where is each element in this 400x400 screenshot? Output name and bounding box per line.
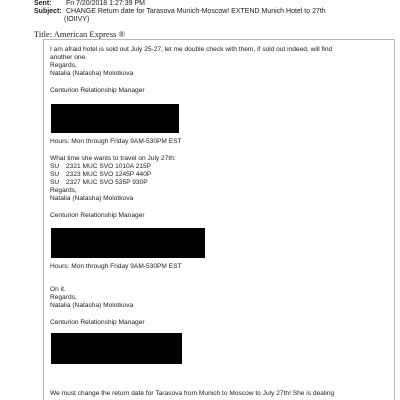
subject-continuation: (IOIIVY) bbox=[64, 16, 90, 23]
message3-regards: Regards, bbox=[50, 294, 77, 301]
flight-airline: SU bbox=[50, 179, 60, 186]
message4-line1: We must change the return date for Tarasova from Munich to Moscow to July 27th! She is dealing bbox=[50, 390, 335, 397]
message2-signature-role: Centurion Relationship Manager bbox=[50, 212, 145, 219]
message2-signature-name: Natalia (Natasha) Molotkova bbox=[50, 195, 134, 202]
message2-regards: Regards, bbox=[50, 187, 77, 194]
flight-row bbox=[50, 171, 151, 179]
message3-line1: On it. bbox=[50, 286, 66, 293]
flight-details: 2321 MUC SVO 1010A 215P bbox=[66, 163, 152, 170]
message2-hours: Hours: Mon through Friday 9AM-530PM EST bbox=[50, 263, 182, 270]
sent-value: Fri 7/20/2018 1:27:39 PM bbox=[65, 0, 145, 7]
flight-airline: SU bbox=[50, 163, 60, 170]
message1-line1: I am afraid hotel is sold out July 25-27, let me double check with them, if sold out indeed, will find bbox=[50, 46, 333, 53]
redaction-box bbox=[51, 228, 205, 258]
flight-row bbox=[50, 179, 148, 187]
flight-airline: SU bbox=[50, 171, 60, 178]
message1-signature-role: Centurion Relationship Manager bbox=[50, 87, 145, 94]
flight-row bbox=[50, 163, 151, 171]
subject-value: CHANGE Return date for Tarasova Munich-Moscow! EXTEND Munich Hotel to 27th bbox=[65, 8, 326, 15]
redaction-box bbox=[51, 104, 179, 133]
message2-question: What time she wants to travel on July 27th: bbox=[50, 155, 176, 162]
redaction-box bbox=[51, 333, 182, 364]
subject-label: Subject: bbox=[34, 8, 62, 15]
message3-signature-role: Centurion Relationship Manager bbox=[50, 319, 145, 326]
document-title: Title: American Express ® bbox=[34, 29, 125, 39]
subject-row bbox=[34, 8, 326, 16]
message3-signature-name: Natalia (Natasha) Molotkova bbox=[50, 302, 134, 309]
flight-details: 2323 MUC SVO 1245P 440P bbox=[66, 171, 152, 178]
message1-line2: another one. bbox=[50, 54, 88, 61]
flight-details: 2327 MUC SVO 535P 930P bbox=[66, 179, 148, 186]
message1-regards: Regards, bbox=[50, 62, 77, 69]
message1-hours: Hours: Mon through Friday 9AM-530PM EST bbox=[50, 138, 182, 145]
sent-label: Sent: bbox=[34, 0, 52, 7]
sent-row bbox=[34, 0, 145, 8]
message1-signature-name: Natalia (Natasha) Molotkova bbox=[50, 70, 134, 77]
